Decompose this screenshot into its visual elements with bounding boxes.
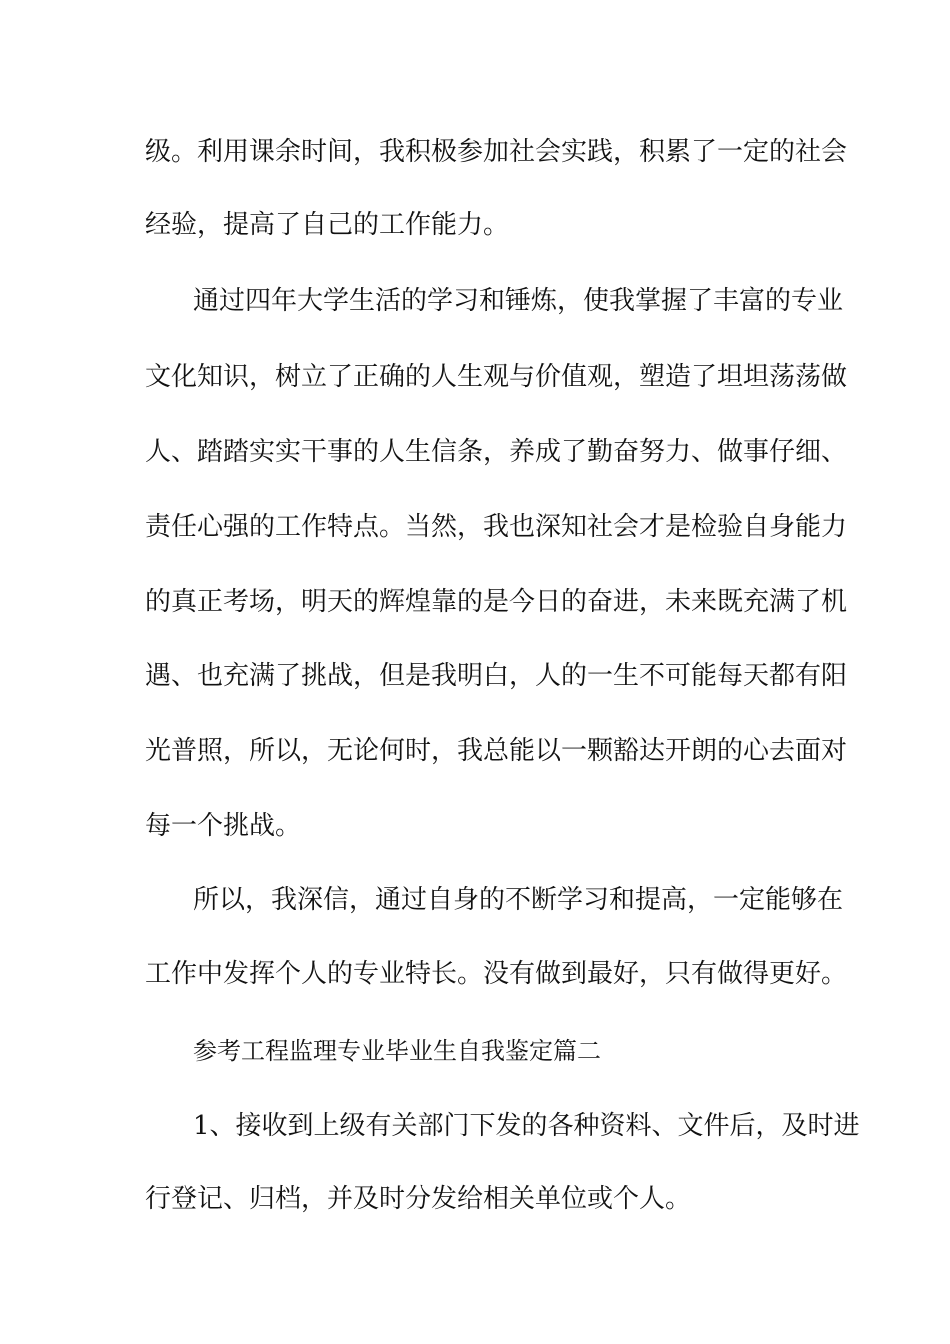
paragraph-line: 遇、也充满了挑战，但是我明白，人的一生不可能每天都有阳: [145, 661, 848, 691]
paragraph-line: 工作中发挥个人的专业特长。没有做到最好，只有做得更好。: [145, 959, 848, 989]
section-heading: 参考工程监理专业毕业生自我鉴定篇二: [193, 1037, 601, 1065]
paragraph-line: 所以，我深信，通过自身的不断学习和提高，一定能够在: [193, 885, 844, 915]
paragraph-line: 经验，提高了自己的工作能力。: [145, 210, 510, 240]
paragraph-line: 人、踏踏实实干事的人生信条，养成了勤奋努力、做事仔细、: [145, 437, 848, 467]
paragraph-line: 级。利用课余时间，我积极参加社会实践，积累了一定的社会: [145, 137, 848, 167]
paragraph-line: 文化知识，树立了正确的人生观与价值观，塑造了坦坦荡荡做: [145, 362, 848, 392]
paragraph-line: 行登记、归档，并及时分发给相关单位或个人。: [145, 1184, 692, 1214]
paragraph-line: 每一个挑战。: [145, 811, 302, 841]
paragraph-line: 责任心强的工作特点。当然，我也深知社会才是检验自身能力: [145, 512, 848, 542]
paragraph-line: 光普照，所以，无论何时，我总能以一颗豁达开朗的心去面对: [145, 736, 848, 766]
paragraph-line: 通过四年大学生活的学习和锤炼，使我掌握了丰富的专业: [193, 286, 844, 316]
paragraph-line: 1、接收到上级有关部门下发的各种资料、文件后，及时进: [193, 1111, 860, 1141]
paragraph-line: 的真正考场，明天的辉煌靠的是今日的奋进，未来既充满了机: [145, 587, 848, 617]
